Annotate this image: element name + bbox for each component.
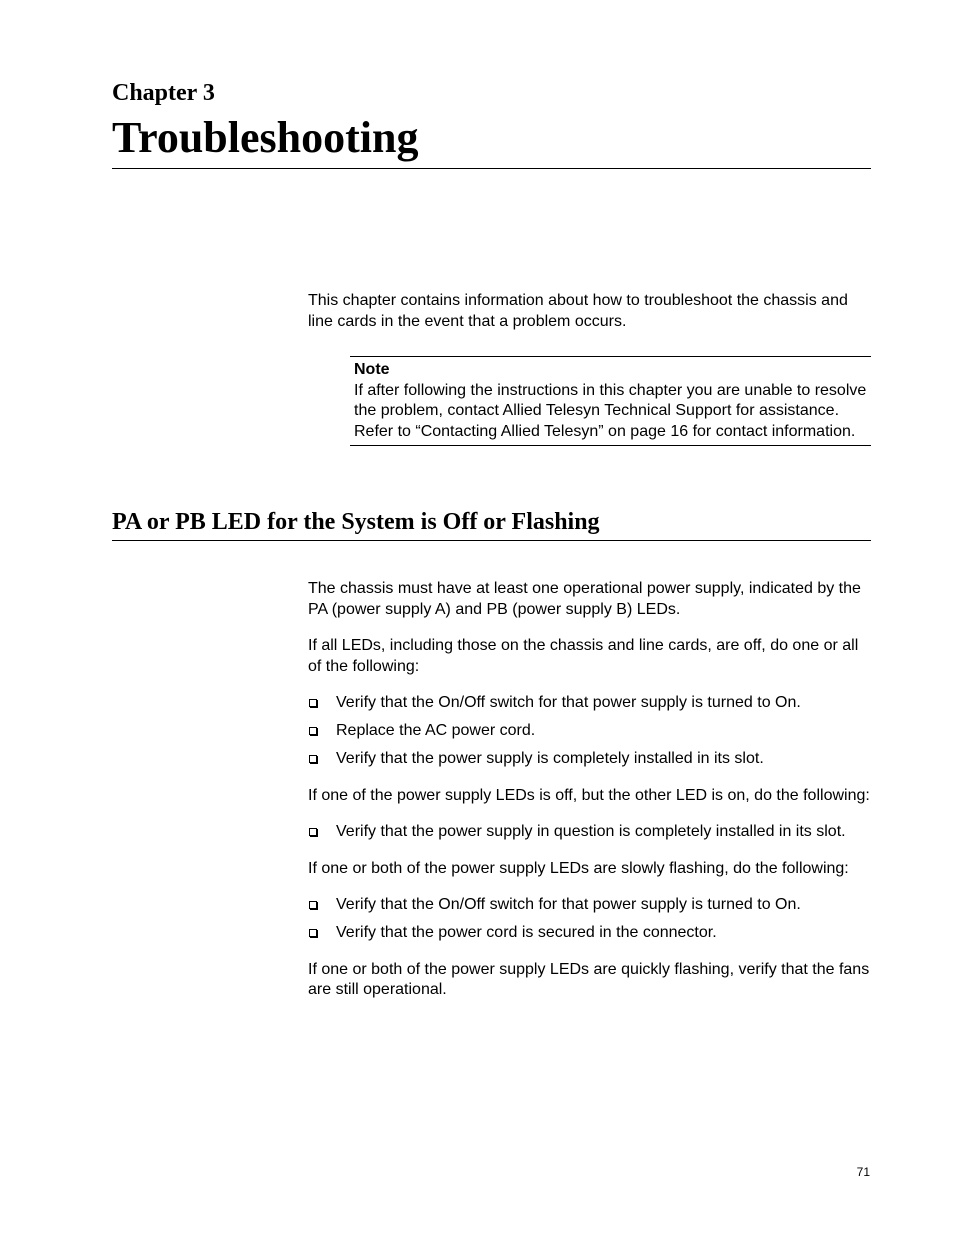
section-title: PA or PB LED for the System is Off or Flashing (112, 509, 600, 535)
open-square-icon (309, 727, 317, 735)
list-item-text: Replace the AC power cord. (336, 722, 536, 739)
checklist-3 (308, 895, 872, 944)
section-body (308, 579, 872, 1017)
chapter-title: Troubleshooting (112, 113, 419, 162)
section-paragraph-1: The chassis must have at least one operational power supply, indicated by the PA (power supply A) and PB (power supply B) LEDs. (308, 580, 861, 618)
section-paragraph-3: If one of the power supply LEDs is off, but the other LED is on, do the following: (308, 786, 870, 804)
section-paragraph-2: If all LEDs, including those on the chassis and line cards, are off, do one or all of the following: (308, 637, 859, 675)
note-box (350, 356, 871, 446)
list-item (308, 749, 872, 770)
chapter-label: Chapter 3 (112, 80, 215, 106)
list-item (308, 721, 872, 742)
open-square-icon (309, 901, 317, 909)
checklist-2 (308, 822, 872, 843)
note-heading: Note (354, 361, 390, 378)
page-number: 71 (856, 1165, 870, 1179)
list-item (308, 895, 872, 916)
open-square-icon (309, 755, 317, 763)
list-item (308, 923, 872, 944)
list-item-text: Verify that the On/Off switch for that power supply is turned to On. (336, 694, 801, 711)
list-item-text: Verify that the power cord is secured in the connector. (336, 924, 717, 941)
list-item (308, 693, 872, 714)
checklist-1 (308, 693, 872, 770)
note-text: If after following the instructions in this chapter you are unable to resolve the problem, contact Allied Telesyn Technical Support for assistance. Refer to “Contacting Allied Telesyn” on page 16 for contact information. (354, 381, 867, 440)
list-item-text: Verify that the On/Off switch for that power supply is turned to On. (336, 896, 801, 913)
section-paragraph-5: If one or both of the power supply LEDs are quickly flashing, verify that the fans are still operational. (308, 960, 870, 998)
list-item-text: Verify that the power supply in question is completely installed in its slot. (336, 823, 846, 840)
list-item (308, 822, 872, 843)
open-square-icon (309, 929, 317, 937)
list-item-text: Verify that the power supply is completely installed in its slot. (336, 750, 764, 767)
open-square-icon (309, 828, 317, 836)
intro-block (308, 291, 872, 332)
chapter-divider (112, 168, 871, 169)
section-divider (112, 540, 871, 541)
section-paragraph-4: If one or both of the power supply LEDs are slowly flashing, do the following: (308, 859, 849, 877)
open-square-icon (309, 699, 317, 707)
intro-paragraph: This chapter contains information about how to troubleshoot the chassis and line cards in the event that a problem occurs. (308, 292, 848, 330)
